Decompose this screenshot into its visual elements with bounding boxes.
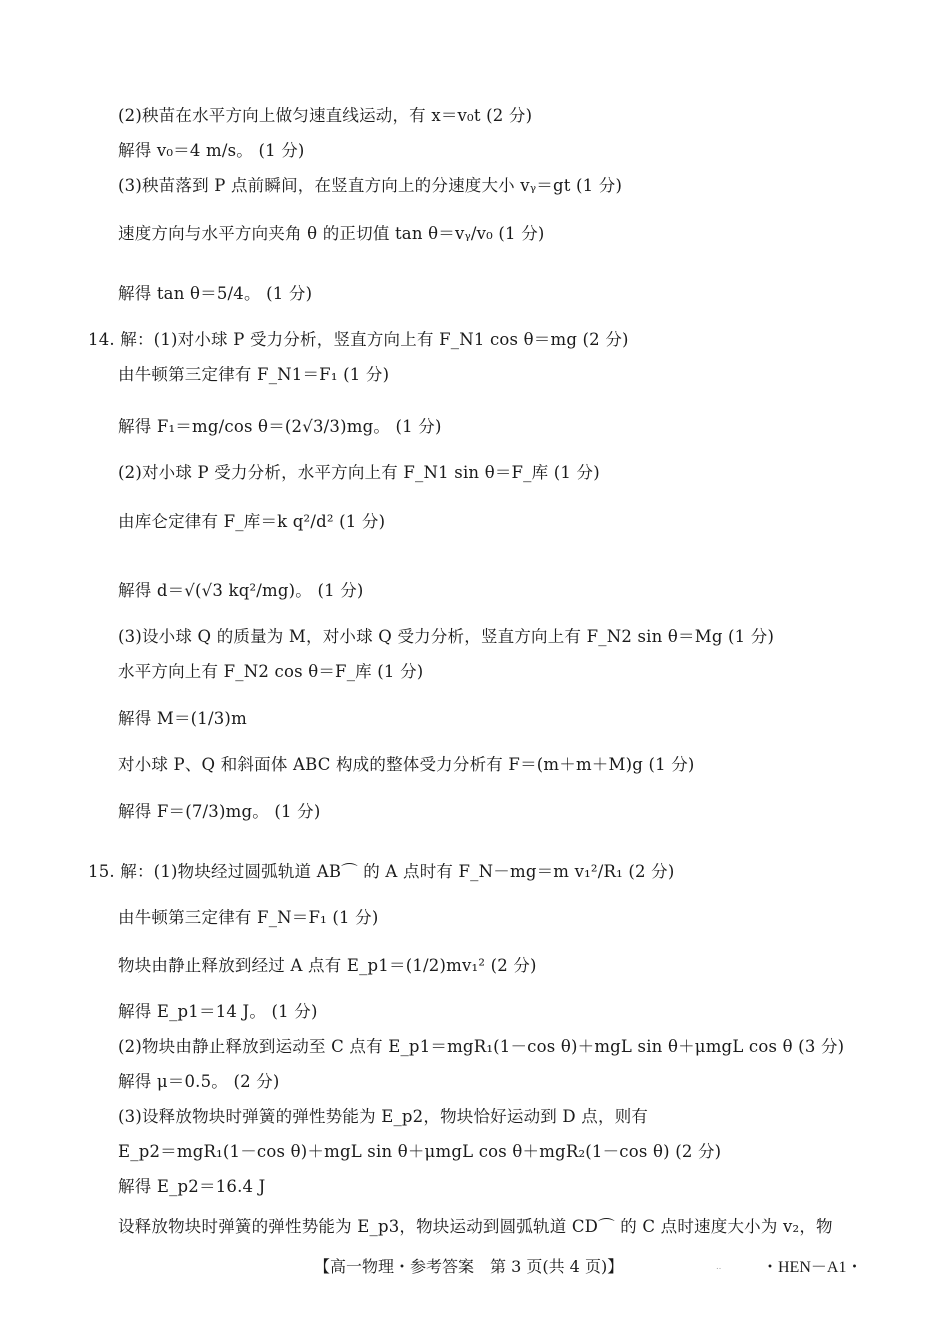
answer-line: (3)设小球 Q 的质量为 M，对小球 Q 受力分析，竖直方向上有 F_N2 sin θ＝Mg (1 分) bbox=[118, 627, 775, 646]
answer-line: (3)设释放物块时弹簧的弹性势能为 E_p2，物块恰好运动到 D 点，则有 bbox=[118, 1107, 649, 1126]
answer-line: 由牛顿第三定律有 F_N1＝F₁ (1 分) bbox=[118, 365, 390, 384]
answer-line: 解得 E_p2＝16.4 J bbox=[118, 1177, 266, 1196]
answer-line: (2)秧苗在水平方向上做匀速直线运动，有 x＝v₀t (2 分) bbox=[118, 106, 533, 125]
answer-line: (3)秧苗落到 P 点前瞬间，在竖直方向上的分速度大小 vᵧ＝gt (1 分) bbox=[118, 176, 623, 195]
answer-line: 解得 tan θ＝5/4。 (1 分) bbox=[118, 284, 313, 303]
answer-line: 速度方向与水平方向夹角 θ 的正切值 tan θ＝vᵧ/v₀ (1 分) bbox=[118, 224, 545, 243]
answer-line: (2)物块由静止释放到运动至 C 点有 E_p1＝mgR₁(1－cos θ)＋mgL sin θ＋μmgL cos θ (3 分) bbox=[118, 1037, 845, 1056]
page-footer-title: 【高一物理・参考答案 第 3 页(共 4 页)】 bbox=[314, 1257, 624, 1276]
answer-line: 解得 F＝(7/3)mg。 (1 分) bbox=[118, 802, 321, 821]
answer-line: 解得 M＝(1/3)m bbox=[118, 709, 247, 728]
question-15-heading: 15. 解：(1)物块经过圆弧轨道 AB⌒ 的 A 点时有 F_N－mg＝m v₁²/R₁ (2 分) bbox=[88, 862, 675, 881]
answer-line: 对小球 P、Q 和斜面体 ABC 构成的整体受力分析有 F＝(m＋m＋M)g (1 分) bbox=[118, 755, 695, 774]
answer-line: 水平方向上有 F_N2 cos θ＝F_库 (1 分) bbox=[118, 662, 424, 681]
page-footer-code: ・HEN－A1・ bbox=[762, 1259, 863, 1276]
answer-line: E_p2＝mgR₁(1－cos θ)＋mgL sin θ＋μmgL cos θ＋mgR₂(1－cos θ) (2 分) bbox=[118, 1142, 722, 1161]
answer-line: 设释放物块时弹簧的弹性势能为 E_p3，物块运动到圆弧轨道 CD⌒ 的 C 点时速度大小为 v₂，物 bbox=[118, 1217, 833, 1236]
question-14-heading: 14. 解：(1)对小球 P 受力分析，竖直方向上有 F_N1 cos θ＝mg (2 分) bbox=[88, 330, 629, 349]
answer-line: 由库仑定律有 F_库＝k q²/d² (1 分) bbox=[118, 512, 386, 531]
answer-line: 解得 F₁＝mg/cos θ＝(2√3/3)mg。 (1 分) bbox=[118, 417, 442, 436]
answer-line: 物块由静止释放到经过 A 点有 E_p1＝(1/2)mv₁² (2 分) bbox=[118, 956, 537, 975]
answer-line: 解得 μ＝0.5。 (2 分) bbox=[118, 1072, 280, 1091]
answer-line: 解得 E_p1＝14 J。 (1 分) bbox=[118, 1002, 318, 1021]
answer-line: 解得 v₀＝4 m/s。 (1 分) bbox=[118, 141, 305, 160]
answer-line: 解得 d＝√(√3 kq²/mg)。 (1 分) bbox=[118, 581, 364, 600]
footer-mark: ‥ bbox=[716, 1262, 722, 1271]
answer-line: 由牛顿第三定律有 F_N＝F₁ (1 分) bbox=[118, 908, 379, 927]
answer-line: (2)对小球 P 受力分析，水平方向上有 F_N1 sin θ＝F_库 (1 分) bbox=[118, 463, 600, 482]
